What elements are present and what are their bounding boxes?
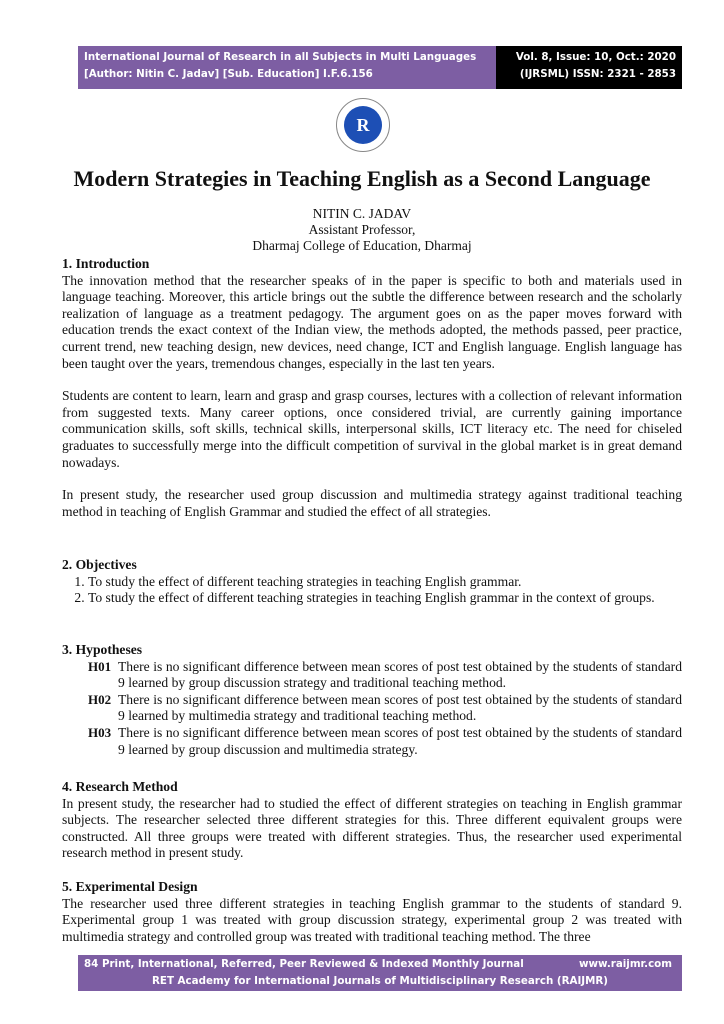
section-heading: 2. Objectives: [62, 557, 137, 572]
page-number: 84: [84, 958, 99, 970]
author-name: NITIN C. JADAV: [312, 206, 412, 221]
section-heading: 1. Introduction: [62, 256, 150, 271]
author-subject-line: [Author: Nitin C. Jadav] [Sub. Education] I.F.6.156: [84, 68, 373, 80]
author-role: Assistant Professor,: [308, 222, 416, 237]
paragraph: The innovation method that the researcher speaks of in the paper is specific to both and materials used in language teaching. Moreover, this article brings out the subtle the difference between research and the scholarly realization of language as a treatment pedagogy. The argument goes on as the paper moves forward with education trends the exact context of the Indian view, the methods adopted, the methods passed, peer practice, current trend, new teaching design, new devices, need change, ICT and English language. English language has been taught over the years, tremendous changes, especially in the last ten years.: [62, 272, 682, 371]
section-hypotheses: [62, 642, 682, 758]
journal-name: International Journal of Research in all Subjects in Multi Languages: [84, 51, 477, 63]
hypothesis-text: There is no significant difference between mean scores of post test obtained by the students of standard 9 learned by multimedia strategy and traditional teaching method.: [118, 691, 682, 724]
author-affiliation: Dharmaj College of Education, Dharmaj: [252, 238, 472, 253]
section-experimental-design: [62, 879, 682, 945]
section-objectives: [62, 557, 682, 607]
section-heading: 5. Experimental Design: [62, 879, 198, 894]
footer-tagline: Print, International, Referred, Peer Reviewed & Indexed Monthly Journal: [101, 958, 524, 970]
paper-title: Modern Strategies in Teaching English as a Second Language: [73, 166, 651, 191]
footer-url[interactable]: www.raijmr.com: [578, 958, 672, 970]
hypothesis-label: H02: [88, 691, 112, 707]
section-research-method: [62, 779, 682, 862]
list-item: 1. To study the effect of different teaching strategies in teaching English grammar.: [88, 574, 682, 591]
journal-footer: [78, 955, 682, 991]
paragraph: The researcher used three different strategies in teaching English grammar to the students of standard 9. Experimental group 1 was treated with group discussion strategy, experimental group 2 was treated with multimedia strategy and controlled group was treated with traditional teaching method. The three: [62, 895, 682, 944]
volume-issue: Vol. 8, Issue: 10, Oct.: 2020: [515, 51, 676, 63]
section-introduction: [62, 256, 682, 520]
journal-header: [78, 46, 682, 89]
paragraph: Students are content to learn, learn and grasp and grasp courses, lectures with a collection of relevant information from suggested texts. Many career options, once considered trivial, are currently gaining importance communication skills, soft skills, technical skills, interpersonal skills, ICT literacy etc. The need for chiseled graduates to successfully merge into the difficult competition of survival in the global market is in great demand nowadays.: [62, 388, 682, 470]
hypothesis-label: H01: [88, 658, 112, 674]
raijmr-logo: R: [336, 98, 390, 152]
paragraph: In present study, the researcher had to studied the effect of different strategies on teaching in English grammar subjects. The researcher selected three different strategies for this. Three different equivalent groups were constructed. All three groups were treated with different strategies. Thus, the researcher used experimental research method in present study.: [62, 795, 682, 861]
footer-publisher: RET Academy for International Journals of Multidisciplinary Research (RAIJMR): [151, 975, 609, 987]
issn: (IJRSML) ISSN: 2321 - 2853: [519, 68, 676, 80]
hypothesis-item: [88, 659, 682, 692]
hypothesis-item: [88, 725, 682, 758]
section-heading: 3. Hypotheses: [62, 642, 143, 657]
hypothesis-text: There is no significant difference between mean scores of post test obtained by the students of standard 9 learned by group discussion strategy and traditional teaching method.: [118, 658, 682, 691]
hypothesis-item: [88, 692, 682, 725]
hypothesis-text: There is no significant difference between mean scores of post test obtained by the students of standard 9 learned by group discussion and multimedia strategy.: [118, 724, 682, 757]
hypothesis-label: H03: [88, 724, 112, 740]
list-item: 2. To study the effect of different teaching strategies in teaching English grammar in the context of groups.: [88, 590, 682, 607]
paragraph: In present study, the researcher used group discussion and multimedia strategy against traditional teaching method in teaching of English Grammar and studied the effect of all strategies.: [62, 487, 682, 519]
section-heading: 4. Research Method: [62, 779, 178, 794]
